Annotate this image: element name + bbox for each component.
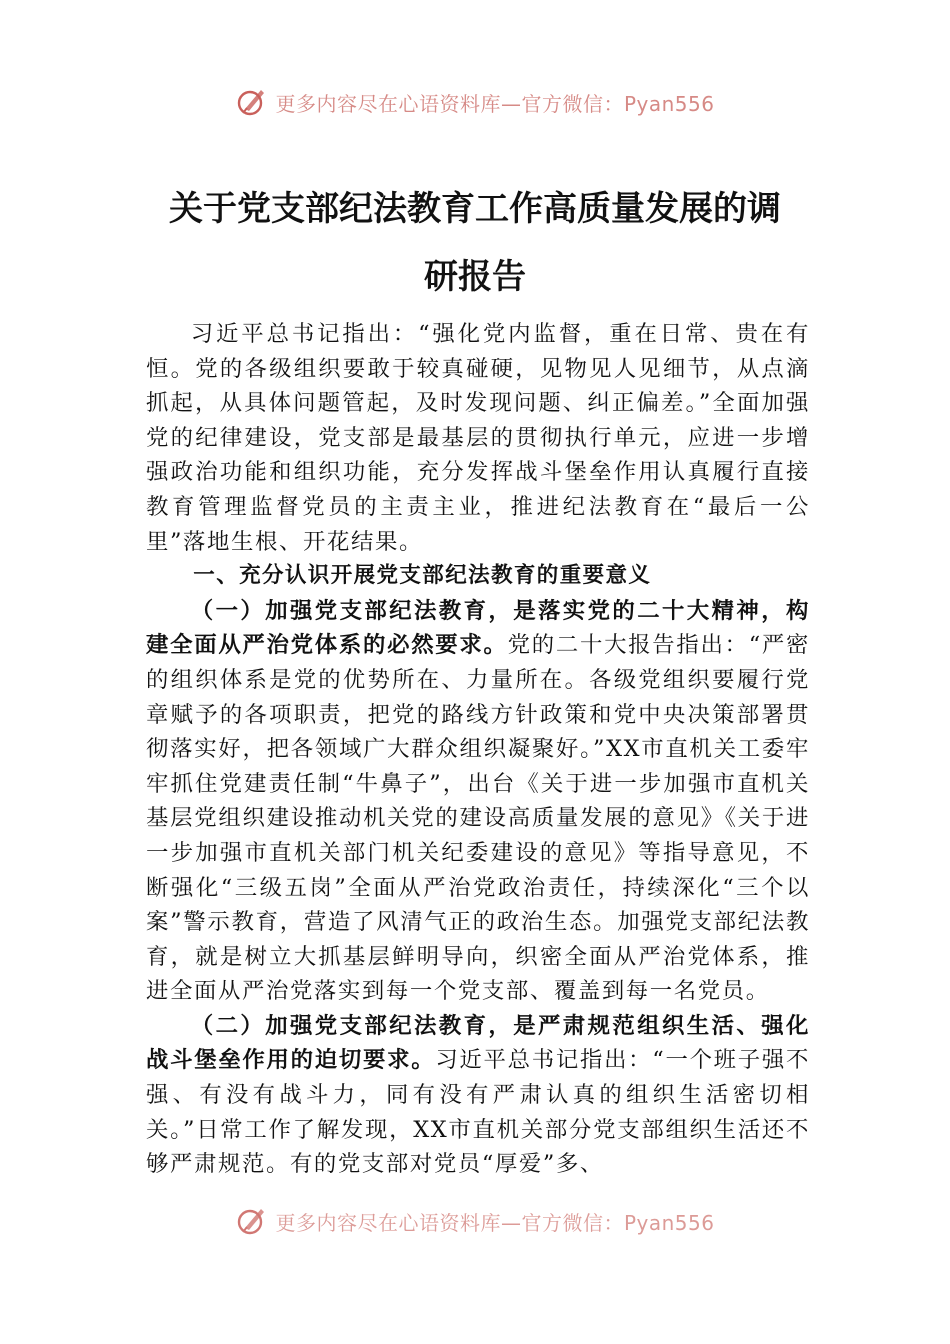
subsection-1	[146, 594, 810, 1009]
quill-pen-circle-icon	[235, 1204, 269, 1238]
subsection-1-text: 党的二十大报告指出：“严密的组织体系是党的优势所在、力量所在。各级党组织要履行党章赋予的各项职责，把党的路线方针政策和党中央决策部署贯彻落实好，把各领域广大群众组织凝聚好。”XX市直机关工委牢牢抓住党建责任制“牛鼻子”，出台《关于进一步加强市直机关基层党组织建设推动机关党的建设高质量发展的意见》《关于进一步加强市直机关部门机关纪委建设的意见》等指导意见，不断强化“三级五岗”全面从严治党政治责任，持续深化“三个以案”警示教育，营造了风清气正的政治生态。加强党支部纪法教育，就是树立大抓基层鲜明导向，织密全面从严治党体系，推进全面从严治党落实到每一个党支部、覆盖到每一名党员。	[146, 632, 810, 1005]
watermark-header	[0, 82, 950, 122]
subsection-2	[146, 1009, 810, 1182]
quill-pen-circle-icon	[235, 85, 269, 119]
subsection-1-lead: （一）加强党支部纪法教育，是落实党的二十大精神，构建全面从严治党体系的必然要求。	[146, 597, 810, 659]
watermark-text: 更多内容尽在心语资料库—官方微信：Pyan556	[275, 1210, 715, 1235]
section-heading-1: 一、充分认识开展党支部纪法教育的重要意义	[193, 563, 652, 589]
document-title-line-2: 研报告	[424, 257, 526, 297]
watermark-footer	[0, 1203, 950, 1239]
document-title-line-1: 关于党支部纪法教育工作高质量发展的调	[169, 189, 781, 229]
subsection-2-text: 习近平总书记指出：“一个班子强不强、有没有战斗力，同有没有严肃认真的组织生活密切相关。”日常工作了解发现，XX市直机关部分党支部组织生活还不够严肃规范。有的党支部对党员“厚爱”多、	[146, 1047, 810, 1178]
watermark-text: 更多内容尽在心语资料库—官方微信：Pyan556	[275, 91, 715, 116]
document-body	[146, 317, 810, 1182]
subsection-2-lead: （二）加强党支部纪法教育，是严肃规范组织生活、强化战斗堡垒作用的迫切要求。	[146, 1012, 810, 1074]
intro-paragraph: 习近平总书记指出：“强化党内监督，重在日常、贵在有恒。党的各级组织要敢于较真碰硬，见物见人见细节，从点滴抓起，从具体问题管起，及时发现问题、纠正偏差。”全面加强党的纪律建设，党支部是最基层的贯彻执行单元，应进一步增强政治功能和组织功能，充分发挥战斗堡垒作用认真履行直接教育管理监督党员的主责主业，推进纪法教育在“最后一公里”落地生根、开花结果。	[146, 321, 810, 555]
